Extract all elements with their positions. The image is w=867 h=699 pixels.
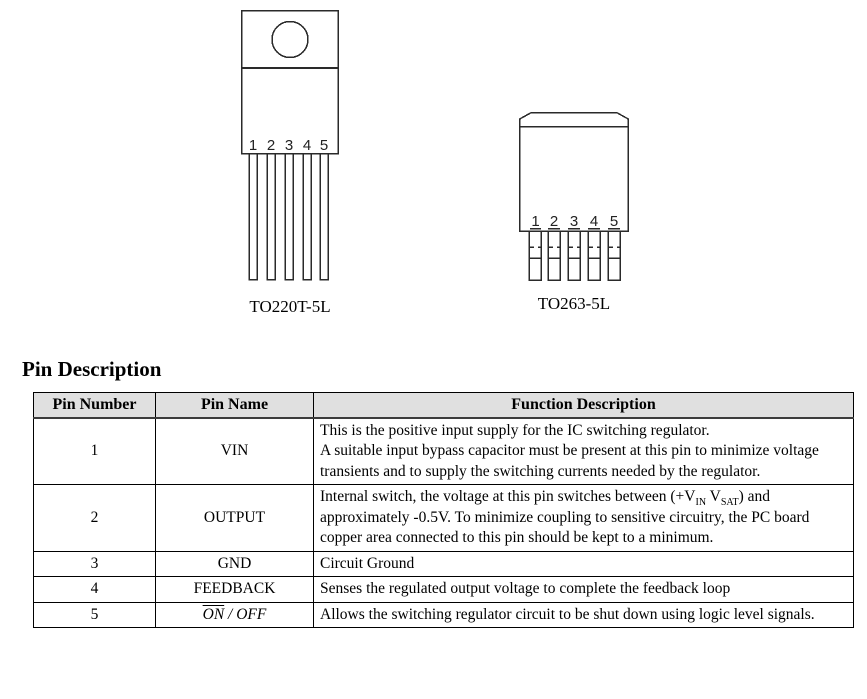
pin-number-cell: 2 bbox=[34, 485, 156, 551]
pin-name-cell: GND bbox=[156, 551, 314, 576]
function-description-cell bbox=[314, 485, 854, 551]
description-text: Internal switch, the voltage at this pin switches between (+V bbox=[320, 488, 696, 506]
pin-number-cell: 5 bbox=[34, 602, 156, 627]
to263-pin-number-5: 5 bbox=[609, 213, 619, 230]
package-name-to263: TO263-5L bbox=[537, 294, 611, 313]
pin-name-cell: VIN bbox=[156, 418, 314, 485]
table-row-pin-3 bbox=[34, 551, 854, 576]
package-drawing-to263-5l bbox=[519, 110, 629, 313]
table-row-pin-5 bbox=[34, 602, 854, 627]
to220t-pin-number-3: 3 bbox=[284, 137, 294, 154]
pin-number-cell: 4 bbox=[34, 577, 156, 602]
subscript-vsat: SAT bbox=[720, 497, 739, 509]
to263-outline-drawing bbox=[519, 110, 629, 282]
pin-name-cell bbox=[156, 602, 314, 627]
to220t-outline-drawing bbox=[241, 10, 339, 282]
section-title: Pin Description bbox=[22, 357, 162, 381]
pin-name-on-overlined: $\overline{ON}$ bbox=[202, 605, 225, 623]
pin-number-cell: 3 bbox=[34, 551, 156, 576]
col-header-pin-name: Pin Name bbox=[156, 393, 314, 419]
description-text: ) and approximately -0.5V. To minimize coupling to sensitive circuitry, the PC board copper area connected to this pin should be kept to a minimum. bbox=[320, 488, 810, 547]
table-row-pin-2 bbox=[34, 485, 854, 551]
to220t-pin-number-4: 4 bbox=[302, 137, 312, 154]
to263-lead-2 bbox=[548, 231, 560, 280]
function-description-cell: This is the positive input supply for the IC switching regulator. A suitable input bypass capacitor must be present at this pin to minimize voltage transients and to supply the switching currents needed by the regulator. bbox=[314, 418, 854, 485]
to263-lead-4 bbox=[588, 231, 600, 280]
to220t-pin-number-2: 2 bbox=[266, 137, 276, 154]
to263-lead-1 bbox=[529, 231, 541, 280]
pin-description-table bbox=[33, 392, 854, 628]
to263-lead-3 bbox=[568, 231, 580, 280]
to263-pin-number-3: 3 bbox=[569, 213, 579, 230]
to220t-body bbox=[242, 11, 339, 154]
to220t-lead-3 bbox=[285, 154, 293, 280]
pin-name-cell: FEEDBACK bbox=[156, 577, 314, 602]
package-drawing-to220t-5l bbox=[241, 10, 339, 316]
to220t-pin-number-5: 5 bbox=[319, 137, 329, 154]
table-header-row bbox=[34, 393, 854, 419]
to220t-lead-4 bbox=[303, 154, 311, 280]
to220t-pin-number-1: 1 bbox=[248, 137, 258, 154]
col-header-pin-number: Pin Number bbox=[34, 393, 156, 419]
pin-number-cell: 1 bbox=[34, 418, 156, 485]
to220t-lead-5 bbox=[320, 154, 328, 280]
to220t-lead-2 bbox=[267, 154, 275, 280]
table-row-pin-4 bbox=[34, 577, 854, 602]
function-description-cell: Senses the regulated output voltage to complete the feedback loop bbox=[314, 577, 854, 602]
package-name-to220t: TO220T-5L bbox=[249, 297, 331, 316]
to220t-lead-1 bbox=[249, 154, 257, 280]
pin-name-off: / OFF bbox=[224, 605, 267, 623]
to263-pin-number-1: 1 bbox=[531, 213, 540, 230]
to263-pin-number-4: 4 bbox=[589, 213, 599, 230]
function-description-cell: Circuit Ground bbox=[314, 551, 854, 576]
table-row-pin-1 bbox=[34, 418, 854, 485]
col-header-function-description: Function Description bbox=[314, 393, 854, 419]
function-description-cell: Allows the switching regulator circuit to be shut down using logic level signals. bbox=[314, 602, 854, 627]
to263-pin-number-2: 2 bbox=[549, 213, 559, 230]
description-text: V bbox=[706, 488, 721, 506]
subscript-vin: IN bbox=[695, 497, 707, 509]
to263-lead-5 bbox=[608, 231, 620, 280]
pin-name-cell: OUTPUT bbox=[156, 485, 314, 551]
